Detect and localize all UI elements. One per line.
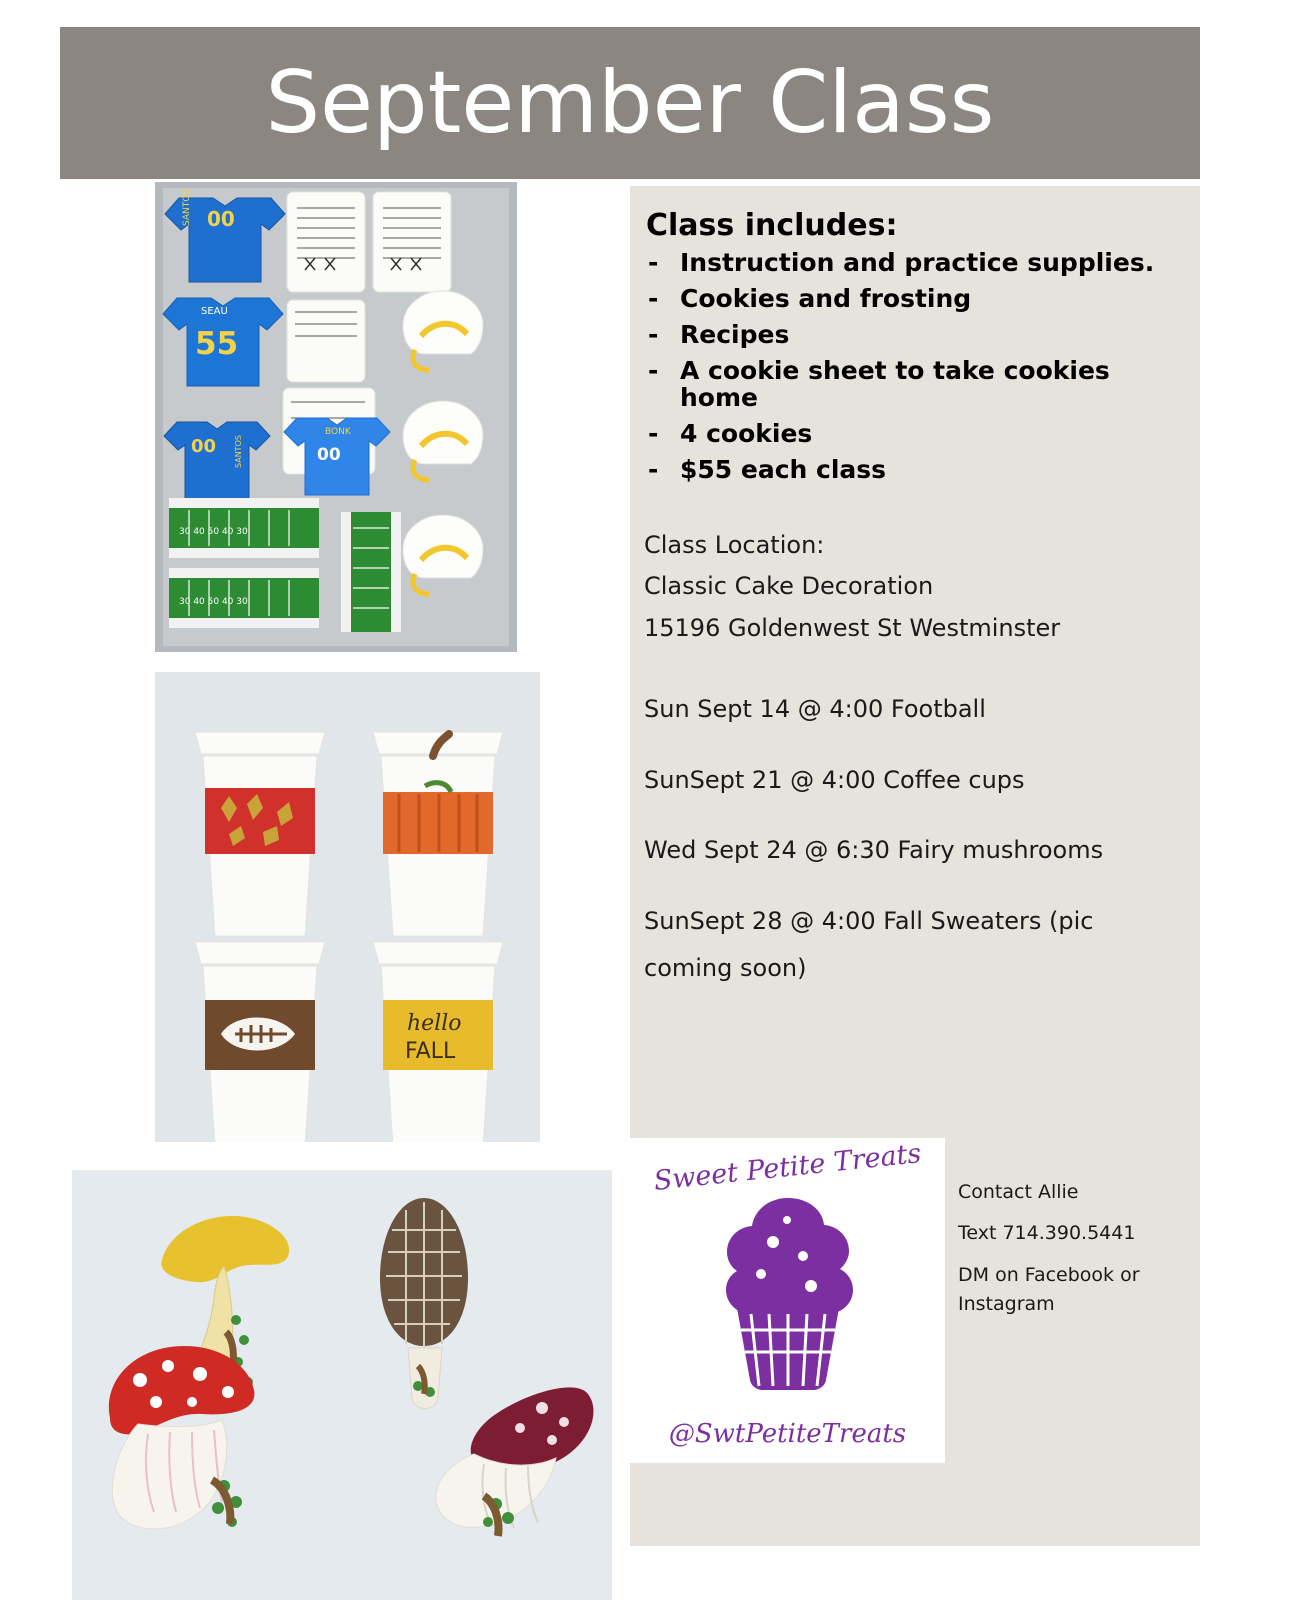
list-item: Sun Sept 14 @ 4:00 Football [644, 694, 986, 723]
contact-block [958, 1178, 1188, 1332]
list-item: - $55 each class [644, 456, 1182, 483]
list-item: SunSept 21 @ 4:00 Coffee cups [644, 765, 1025, 794]
svg-text:30 40 50 40 30: 30 40 50 40 30 [179, 597, 248, 607]
svg-text:55: 55 [195, 326, 239, 362]
svg-text:SANTOS: SANTOS [182, 188, 192, 226]
cupcake-icon [683, 1190, 893, 1390]
svg-text:00: 00 [317, 445, 341, 465]
fairy-mushroom-cookies-photo [72, 1170, 612, 1600]
list-item: SunSept 28 @ 4:00 Fall Sweaters (pic [644, 907, 1094, 936]
svg-text:30 40 50 40 30: 30 40 50 40 30 [179, 527, 248, 537]
svg-text:SEAU: SEAU [201, 306, 228, 317]
contact-social: DM on Facebook or Instagram [958, 1263, 1140, 1316]
list-item: - Instruction and practice supplies. [644, 249, 1182, 276]
class-location-name: Classic Cake Decoration [644, 572, 934, 601]
brand-handle-text: @SwtPetiteTreats [668, 1419, 907, 1449]
class-includes-heading: Class includes: [646, 208, 898, 243]
list-item: - 4 cookies [644, 420, 1182, 447]
class-location-block [644, 525, 1182, 649]
list-item: - A cookie sheet to take cookies home [644, 357, 1182, 411]
brand-name-text: Sweet Petite Treats [652, 1138, 923, 1197]
list-item: - Cookies and frosting [644, 285, 1182, 312]
header-banner [60, 27, 1200, 179]
football-jersey-cookies-photo [155, 182, 517, 652]
class-includes-list [644, 249, 1182, 483]
schedule-continuation: coming soon) [644, 953, 807, 982]
list-item: - Recipes [644, 321, 1182, 348]
contact-phone: Text 714.390.5441 [958, 1222, 1136, 1245]
svg-text:00: 00 [191, 436, 217, 457]
svg-text:FALL: FALL [405, 1039, 456, 1064]
contact-name: Contact Allie [958, 1181, 1079, 1203]
class-schedule-list [644, 695, 1182, 982]
svg-text:SANTOS: SANTOS [234, 435, 243, 468]
fall-coffee-cup-cookies-photo [155, 672, 540, 1142]
brand-logo-card [630, 1138, 945, 1463]
svg-text:00: 00 [207, 207, 235, 231]
class-location-label: Class Location: [644, 531, 825, 559]
svg-text:hello: hello [407, 1011, 462, 1036]
svg-text:BONK: BONK [325, 427, 351, 437]
page-title: September Class [265, 53, 995, 153]
class-location-address: 15196 Goldenwest St Westminster [644, 613, 1061, 642]
list-item: Wed Sept 24 @ 6:30 Fairy mushrooms [644, 836, 1104, 865]
